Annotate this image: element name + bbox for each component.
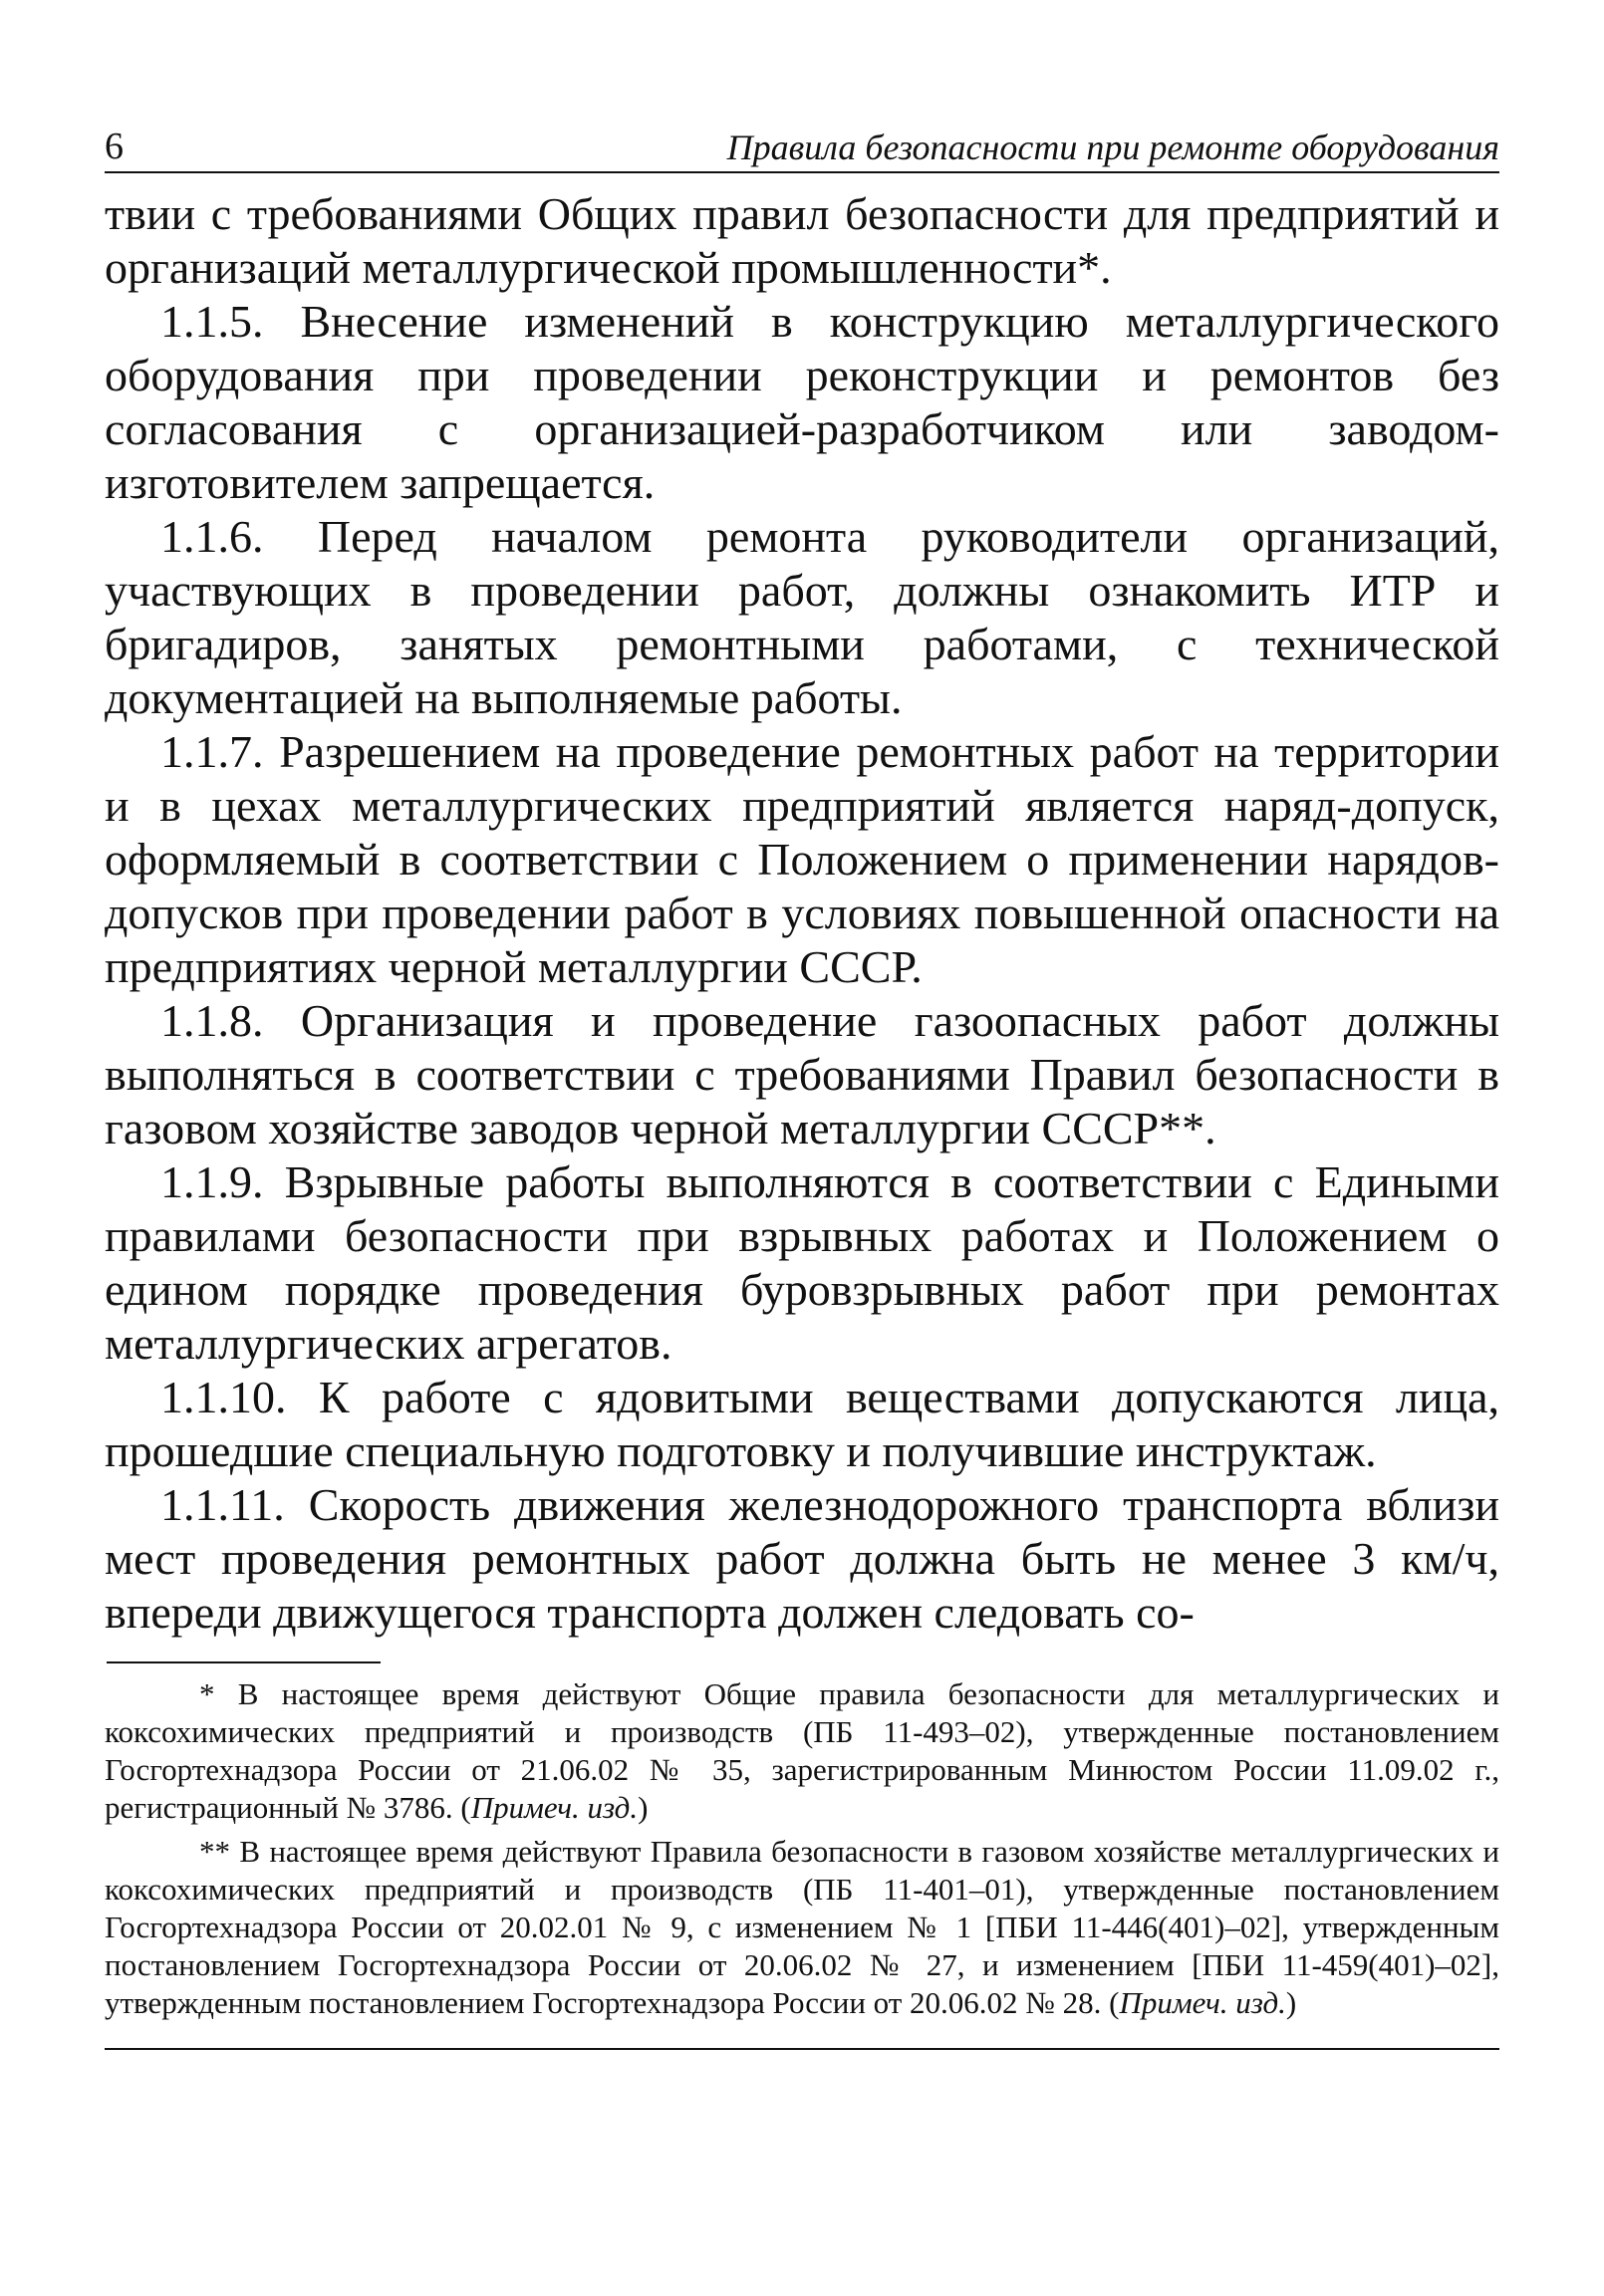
page-number: 6 <box>105 126 124 167</box>
footnote-2 <box>105 1833 1499 2022</box>
footnote-2-text: ** В настоящее время действуют Правила безопасности в газовом хозяйстве металлургических и коксохимических предприятий и производств (ПБ 11-401–01), утвержденные постановлением Госгортехнадзора России от 20.02.01 № 9, с изменением № 1 [ПБИ 11-446(401)–02], утвержденным постановлением Госгортехнадзора России от 20.06.02 № 27, и изменением [ПБИ 11-459(401)–02], утвержденным постановлением Госгортехнадзора России от 20.06.02 № 28. ( <box>105 1834 1499 2020</box>
footnote-1 <box>105 1675 1499 1827</box>
main-text <box>105 187 1499 1640</box>
paragraph-1-1-10: 1.1.10. К работе с ядовитыми веществами допускаются лица, прошедшие специальную подготовку и получившие инструктаж. <box>105 1372 1499 1476</box>
footnote-2-close: ) <box>1285 1985 1297 2020</box>
paragraph-1-1-5: 1.1.5. Внесение изменений в конструкцию металлургического оборудования при проведении реконструкции и ремонтов без согласования с организацией-разработчиком или заводом-изготовителем запрещается. <box>105 296 1499 508</box>
footnotes <box>105 1675 1499 2022</box>
paragraph-1-1-6: 1.1.6. Перед началом ремонта руководители организаций, участвующих в проведении работ, должны ознакомить ИТР и бригадиров, занятых ремонтными работами, с технической документацией на выполняемые работы. <box>105 511 1499 723</box>
paragraph-1-1-8: 1.1.8. Организация и проведение газоопасных работ должны выполняться в соответствии с требованиями Правил безопасности в газовом хозяйстве заводов черной металлургии СССР**. <box>105 995 1499 1153</box>
footnote-separator <box>107 1661 381 1663</box>
page-header <box>105 120 1499 173</box>
footnote-1-text: * В настоящее время действуют Общие правила безопасности для металлургических и коксохимических предприятий и производств (ПБ 11-493–02), утвержденные постановлением Госгортехнадзора России от 21.06.02 № 35, зарегистрированным Минюстом России 11.09.02 г., регистрационный № 3786. ( <box>105 1676 1499 1825</box>
document-page <box>105 120 1499 2050</box>
paragraph-1-1-7: 1.1.7. Разрешением на проведение ремонтных работ на территории и в цехах металлургических предприятий является наряд-допуск, оформляемый в соответствии с Положением о применении нарядов-допусков при проведении работ в условиях повышенной опасности на предприятиях черной металлургии СССР. <box>105 726 1499 992</box>
paragraph-continuation: твии с требованиями Общих правил безопасности для предприятий и организаций металлургической промышленности*. <box>105 188 1499 293</box>
running-title: Правила безопасности при ремонте оборудования <box>726 128 1499 167</box>
paragraph-1-1-9: 1.1.9. Взрывные работы выполняются в соответствии с Едиными правилами безопасности при взрывных работах и Положением о едином порядке проведения буровзрывных работ при ремонтах металлургических агрегатов. <box>105 1156 1499 1369</box>
bottom-rule <box>105 2048 1499 2050</box>
paragraph-1-1-11: 1.1.11. Скорость движения железнодорожного транспорта вблизи мест проведения ремонтных работ должна быть не менее 3 км/ч, впереди движущегося транспорта должен следовать со- <box>105 1479 1499 1638</box>
footnote-1-editor-note: Примеч. изд. <box>470 1790 639 1825</box>
footnote-2-editor-note: Примеч. изд. <box>1119 1985 1286 2020</box>
footnote-1-close: ) <box>638 1790 649 1825</box>
